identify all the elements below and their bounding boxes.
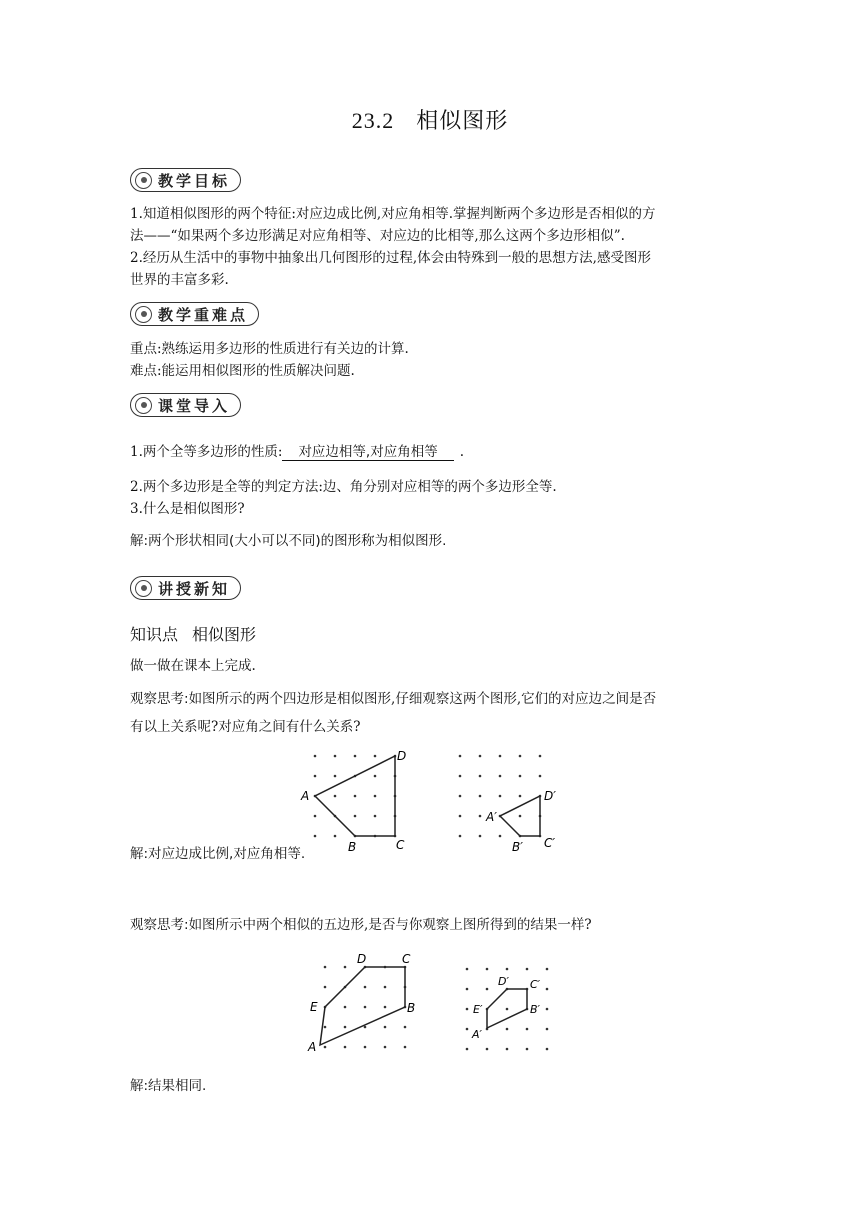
goals-heading: 教学目标: [158, 171, 231, 190]
label-D: D: [357, 952, 367, 966]
intro-q1: 1.两个全等多边形的性质: 对应边相等,对应角相等 .: [130, 444, 465, 460]
grid-dot: [324, 1046, 327, 1049]
grid-dot: [519, 815, 522, 818]
key-line: 重点:熟练运用多边形的性质进行有关边的计算.: [130, 341, 409, 357]
label-C: C: [396, 838, 405, 852]
grid-dot: [374, 795, 377, 798]
grid-dot: [344, 1006, 347, 1009]
new-badge: [130, 576, 241, 600]
goals-line: 2.经历从生活中的事物中抽象出几何图形的过程,体会由特殊到一般的思想方法,感受图形: [130, 250, 651, 266]
goals-line: 法——“如果两个多边形满足对应角相等、对应边的比相等,那么这两个多边形相似”.: [130, 228, 625, 244]
answer-1: 解:对应边成比例,对应角相等.: [130, 846, 306, 862]
label-E: E: [310, 1000, 318, 1014]
intro-q2: 2.两个多边形是全等的判定方法:边、角分别对应相等的两个多边形全等.: [130, 479, 557, 495]
grid-dot: [506, 968, 509, 971]
goals-line: 世界的丰富多彩.: [130, 272, 229, 288]
grid-dot: [506, 1028, 509, 1031]
figure-pentagons: [300, 950, 570, 1060]
observe-2: 观察思考:如图所示中两个相似的五边形,是否与你观察上图所得到的结果一样?: [130, 917, 592, 933]
grid-dot: [459, 755, 462, 758]
label-A-prime: A′: [486, 810, 497, 824]
grid-dot: [364, 1046, 367, 1049]
grid-dot: [364, 986, 367, 989]
grid-dot: [466, 1028, 469, 1031]
grid-dot: [519, 795, 522, 798]
answer-2: 解:结果相同.: [130, 1078, 207, 1094]
grid-dot: [334, 775, 337, 778]
label-B-prime: B′: [512, 840, 523, 854]
grid-dot: [324, 986, 327, 989]
grid-dot: [479, 835, 482, 838]
grid-dot: [314, 755, 317, 758]
intro-badge: [130, 393, 241, 417]
badge-icon: [135, 172, 152, 189]
goals-line: 1.知道相似图形的两个特征:对应边成比例,对应角相等.掌握判断两个多边形是否相似的方: [130, 206, 656, 222]
grid-dot: [354, 795, 357, 798]
badge-icon: [135, 397, 152, 414]
do-it: 做一做在课本上完成.: [130, 658, 256, 674]
grid-dot: [334, 835, 337, 838]
grid-dot: [459, 775, 462, 778]
grid-dot: [324, 1026, 327, 1029]
grid-dot: [344, 966, 347, 969]
section-title: 相似图形: [416, 109, 509, 134]
grid-dot: [486, 988, 489, 991]
key-line: 难点:能运用相似图形的性质解决问题.: [130, 363, 355, 379]
label-B: B: [348, 840, 357, 854]
label-D-prime: D′: [498, 975, 509, 988]
badge-icon: [135, 580, 152, 597]
grid-dot: [479, 775, 482, 778]
observe-1: 观察思考:如图所示的两个四边形是相似图形,仔细观察这两个图形,它们的对应边之间是否 有以上关系呢?对应角之间有什么关系?: [130, 691, 657, 735]
grid-dot: [466, 1008, 469, 1011]
key-heading: 教学重难点: [158, 305, 249, 324]
grid-dot: [374, 815, 377, 818]
grid-dot: [354, 815, 357, 818]
badge-icon: [135, 306, 152, 323]
grid-dot: [344, 1026, 347, 1029]
label-C: C: [402, 952, 411, 966]
grid-dot: [384, 986, 387, 989]
grid-dot: [384, 1026, 387, 1029]
grid-dot: [546, 1028, 549, 1031]
key-badge: [130, 302, 259, 326]
grid-dot: [546, 1048, 549, 1051]
grid-dot: [539, 755, 542, 758]
intro-q3: 3.什么是相似图形?: [130, 501, 245, 517]
knowledge-point: 知识点 相似图形: [130, 625, 257, 644]
grid-dot: [506, 1048, 509, 1051]
section-number: 23.2: [351, 108, 395, 133]
grid-dot: [334, 755, 337, 758]
grid-dot: [519, 775, 522, 778]
grid-dot: [546, 968, 549, 971]
grid-dot: [459, 795, 462, 798]
intro-heading: 课堂导入: [158, 396, 231, 415]
grid-dot: [499, 795, 502, 798]
grid-dot: [459, 815, 462, 818]
grid-dot: [334, 795, 337, 798]
grid-dot: [499, 775, 502, 778]
grid-dot: [374, 755, 377, 758]
intro-answer: 解:两个形状相同(大小可以不同)的图形称为相似图形.: [130, 533, 447, 549]
label-A: A: [308, 1040, 317, 1054]
grid-dots: [324, 966, 549, 1051]
grid-dot: [486, 1048, 489, 1051]
goals-text: [130, 203, 730, 291]
grid-dot: [479, 755, 482, 758]
grid-dot: [459, 835, 462, 838]
grid-dot: [546, 988, 549, 991]
grid-dot: [314, 775, 317, 778]
grid-dot: [526, 1028, 529, 1031]
label-C-prime: C′: [544, 836, 556, 850]
label-D-prime: D′: [544, 789, 556, 803]
grid-dot: [486, 968, 489, 971]
grid-dot: [344, 1046, 347, 1049]
label-C-prime: C′: [530, 978, 541, 991]
grid-dot: [526, 968, 529, 971]
grid-dot: [466, 1048, 469, 1051]
label-A-prime: A′: [472, 1028, 483, 1041]
page-title: [0, 104, 860, 135]
label-E-prime: E′: [473, 1003, 483, 1016]
grid-dot: [374, 775, 377, 778]
grid-dot: [404, 1026, 407, 1029]
grid-dot: [384, 1046, 387, 1049]
grid-dot: [539, 775, 542, 778]
grid-dot: [354, 755, 357, 758]
label-D: D: [397, 749, 407, 763]
label-A: A: [301, 789, 310, 803]
new-heading: 讲授新知: [158, 579, 231, 598]
label-B-prime: B′: [530, 1003, 541, 1016]
grid-dot: [526, 1048, 529, 1051]
grid-dot: [314, 815, 317, 818]
grid-dot: [364, 1006, 367, 1009]
grid-dots: [314, 755, 542, 838]
key-text: [130, 338, 730, 382]
grid-dot: [384, 1006, 387, 1009]
grid-dot: [499, 755, 502, 758]
grid-dot: [314, 835, 317, 838]
grid-dot: [324, 966, 327, 969]
figure-quadrilaterals: [290, 746, 570, 856]
grid-dot: [466, 988, 469, 991]
grid-dot: [479, 815, 482, 818]
grid-dot: [466, 968, 469, 971]
grid-dot: [506, 1008, 509, 1011]
grid-dot: [499, 835, 502, 838]
goals-badge: [130, 168, 241, 192]
grid-dot: [479, 795, 482, 798]
pentagon-abcde: [320, 967, 405, 1045]
grid-dot: [519, 755, 522, 758]
grid-dot: [546, 1008, 549, 1011]
label-B: B: [407, 1001, 416, 1015]
grid-dot: [404, 1046, 407, 1049]
answer-blank: 对应边相等,对应角相等: [282, 444, 453, 461]
